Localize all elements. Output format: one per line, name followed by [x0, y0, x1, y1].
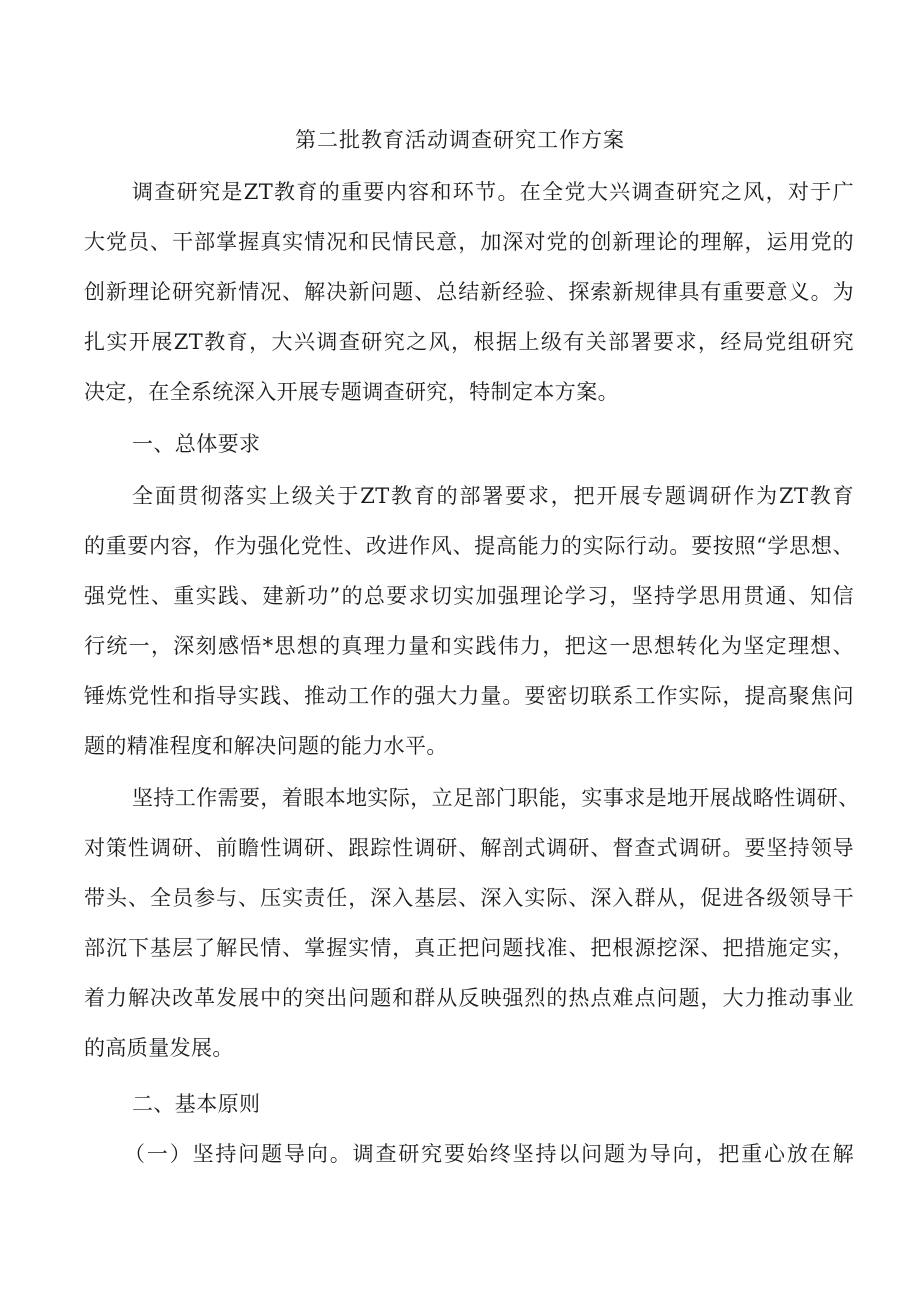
paragraph-line: 着力解决改革发展中的突出问题和群从反映强烈的热点难点问题，大力推动事业: [84, 986, 854, 1010]
section-heading: 二、基本原则: [132, 1092, 261, 1116]
paragraph-line: 强党性、重实践、建新功”的总要求切实加强理论学习，坚持学思用贯通、知信: [84, 584, 854, 608]
section-heading: 一、总体要求: [132, 432, 261, 456]
paragraph-line: 扎实开展ZT教育，大兴调查研究之风，根据上级有关部署要求，经局党组研究: [84, 330, 854, 354]
paragraph-line: 调查研究是ZT教育的重要内容和环节。在全党大兴调查研究之风，对于广: [132, 180, 854, 204]
paragraph-line: 创新理论研究新情况、解决新问题、总结新经验、探索新规律具有重要意义。为: [84, 280, 854, 304]
paragraph-line: 部沉下基层了解民情、掌握实情，真正把问题找准、把根源挖深、把措施定实，: [84, 936, 854, 960]
paragraph-line: 决定，在全系统深入开展专题调查研究，特制定本方案。: [84, 380, 619, 404]
paragraph-line: 的重要内容，作为强化党性、改进作风、提高能力的实际行动。要按照“学思想、: [84, 534, 854, 558]
paragraph-line: 带头、全员参与、压实责任，深入基层、深入实际、深入群从，促进各级领导干: [84, 886, 854, 910]
paragraph-line: 坚持工作需要，着眼本地实际，立足部门职能，实事求是地开展战略性调研、: [132, 786, 860, 810]
paragraph-line: 对策性调研、前瞻性调研、跟踪性调研、解剖式调研、督查式调研。要坚持领导: [84, 836, 854, 860]
paragraph-line: 锤炼党性和指导实践、推动工作的强大力量。要密切联系工作实际，提高聚焦问: [84, 684, 854, 708]
paragraph-line: 题的精准程度和解决问题的能力水平。: [84, 734, 448, 758]
paragraph-line: 大党员、干部掌握真实情况和民情民意，加深对党的创新理论的理解，运用党的: [84, 230, 854, 254]
paragraph-line: 行统一，深刻感悟*思想的真理力量和实践伟力，把这一思想转化为坚定理想、: [84, 634, 854, 658]
paragraph-line: 全面贯彻落实上级关于ZT教育的部署要求，把开展专题调研作为ZT教育: [132, 484, 854, 508]
paragraph-line: （一）坚持问题导向。调查研究要始终坚持以问题为导向，把重心放在解: [124, 1142, 854, 1166]
document-title: 第二批教育活动调查研究工作方案: [295, 128, 625, 152]
paragraph-line: 的高质量发展。: [84, 1036, 234, 1060]
